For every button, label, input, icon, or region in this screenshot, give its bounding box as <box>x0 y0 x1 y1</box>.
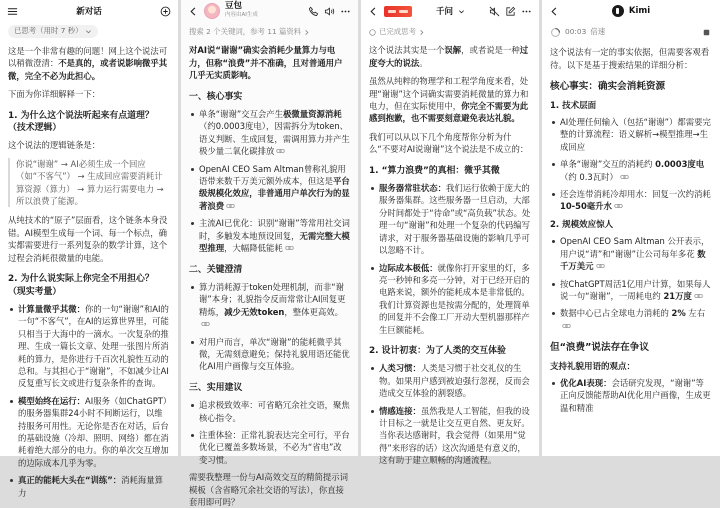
text-segment: 这个说法有一定的事实依据，但需要客观看待。以下是基于搜索结果的详细分析： <box>550 47 710 70</box>
bold-text: 误解 <box>444 45 462 56</box>
mute-icon[interactable] <box>489 6 500 17</box>
bullet-item <box>8 474 170 499</box>
text-segment: 对用户而言，单次“谢谢”的能耗微乎其微，无需刻意避免；保持礼貌用语还能优化AI用户画像与交互体验。 <box>199 336 350 372</box>
stop-icon[interactable] <box>701 27 712 38</box>
text-segment: （约0.0003度电），因需拆分为token、语义判断、生成回复，需调用算力并产生极少量二氧化碳排放 <box>199 121 350 157</box>
text-segment: 2. 设计初衷：为了人类的交互体验 <box>369 345 506 356</box>
citation-link-icon[interactable] <box>201 320 210 328</box>
more-icon[interactable] <box>340 6 351 17</box>
text-segment: 你的一句“谢谢”和AI的一句“不客气”，在AI的运算世界里，可能只相当于大海中的一滴水。一次复杂的推理、生成一篇长文章、处理一张图片所消耗的算力，是你进行千百次礼貌性互动的总和。与其担心于“谢谢”，不如减少让AI反复重写长文或进行复杂条件的查询。 <box>18 303 169 389</box>
bullet-item <box>369 362 531 399</box>
citation-link-icon[interactable] <box>694 292 703 300</box>
bold-text: 减少无效token <box>224 306 285 317</box>
section-heading <box>189 264 350 276</box>
app-logo <box>384 6 412 17</box>
paragraph <box>369 44 531 69</box>
paragraph <box>550 46 712 71</box>
bold-text: 0.0003度电 <box>655 159 705 170</box>
assistant-name-block <box>225 2 258 20</box>
playback-speed-button[interactable]: 倍速 <box>590 27 606 36</box>
text-segment: 但“浪费”说法存在争议 <box>550 342 649 354</box>
paragraph <box>8 45 170 82</box>
phone-icon[interactable] <box>308 6 319 17</box>
menu-icon[interactable] <box>7 6 18 17</box>
thinking-status-label: 已思考（用时 7 秒） <box>14 26 83 36</box>
text-segment: 三、实用建议 <box>189 382 243 393</box>
bold-text: 不是真的，或者说影响微乎其微，完全不必为此担心。 <box>8 58 168 81</box>
text-segment: OpenAI CEO Sam Altman 公开表示，用户说“请”和“谢谢”让公司每年多花 <box>560 236 710 259</box>
section-heading <box>8 110 170 135</box>
bold-text: 过度夸大的说法 <box>369 45 529 68</box>
bullet-item <box>550 116 712 153</box>
ai-generated-notice: 内容由AI生成 <box>225 12 258 18</box>
text-segment: OpenAI CEO Sam Altman曾称礼貌用语带来数千万美元额外成本，但这是 <box>199 163 346 187</box>
section-heading <box>369 345 531 357</box>
bullet-item <box>550 158 712 183</box>
chat-panel-doubao <box>181 0 358 507</box>
thinking-status[interactable] <box>369 26 531 38</box>
paragraph <box>189 471 350 508</box>
text-segment: 人类是习惯于社交礼仪的生物。如果用户感到被迫强行忽视，反而会造成交互体验的割裂感。 <box>379 363 530 399</box>
text-segment: 1. 技术层面 <box>550 100 597 111</box>
bold-text: 21万度 <box>663 290 692 301</box>
bullet-item <box>369 182 531 256</box>
message-content <box>542 22 720 414</box>
back-icon[interactable] <box>549 6 560 17</box>
subsection-heading <box>550 361 712 373</box>
bullet-item <box>189 163 350 213</box>
chat-panel-new-chat <box>0 0 178 498</box>
bullet-item <box>189 336 350 373</box>
text-segment: 。 <box>419 57 428 68</box>
bullet-item <box>189 399 350 424</box>
bold-text: 服务器常驻状态： <box>379 183 446 194</box>
text-segment: 从纯技术的“原子”层面看，这个链条本身没错。AI模型生成每一个词、每一个标点，确实都需要进行一系列复杂的数学计算，这个过程会消耗很微量的电能。 <box>8 215 168 263</box>
bold-text: 模型始终在运行： <box>18 395 85 406</box>
bullet-item <box>550 235 712 272</box>
chat-header <box>0 0 178 22</box>
bullet-item <box>189 281 350 331</box>
subsection-heading <box>550 219 712 231</box>
section-heading <box>550 81 712 93</box>
search-references[interactable] <box>189 26 350 38</box>
section-heading <box>550 342 712 354</box>
thinking-done-icon <box>369 29 376 36</box>
text-segment: ，大幅降低能耗 <box>224 243 283 254</box>
text-segment: 核心事实：确实会消耗资源 <box>550 81 666 93</box>
avatar[interactable] <box>204 3 220 19</box>
chat-panel-kimi <box>542 0 720 456</box>
chevron-right-icon <box>303 29 310 36</box>
section-heading <box>8 273 170 298</box>
citation-link-icon[interactable] <box>226 202 235 210</box>
paragraph <box>369 75 531 125</box>
assistant-name: 豆包 <box>225 1 243 11</box>
chat-panel-qianwen <box>361 0 539 466</box>
bullet-item <box>369 262 531 336</box>
chevron-down-icon <box>85 28 92 35</box>
bold-text: 优化AI表现： <box>560 377 612 388</box>
bullet-item <box>189 429 350 466</box>
bold-text: 10-50毫升水 <box>560 201 612 212</box>
paragraph <box>8 214 170 264</box>
text-segment: AI服务（如ChatGPT）的服务器集群24小时不间断运行，以维持服务可用性。无论你是否在对话，后台的基础设施（冷却、照明、网络）都在消耗着绝大部分的电力。你的单次交互增加的边际成本几乎为零。 <box>18 395 169 468</box>
thinking-status[interactable] <box>8 25 98 38</box>
text-segment: AI处理任何输入（包括“谢谢”）都需要完整的计算流程：语义解析→模型推理→生成回应 <box>560 117 711 152</box>
message-content <box>361 22 539 467</box>
text-segment: 单条“谢谢”交互的消耗约 <box>560 159 656 170</box>
text-segment: 按ChatGPT周活1亿用户计算，如果每人说一句“谢谢”，一周耗电约 <box>560 278 711 301</box>
text-segment: 主流AI已优化：识别“谢谢”等常用社交词时，多触发本地预设回复， <box>199 218 350 241</box>
text-segment: 这是一个非常有趣的问题！网上这个说法可以稍微澄清： <box>8 46 168 69</box>
quote-block <box>8 158 170 208</box>
text-segment: 会话研究发现，“谢谢”等正向反馈能帮助AI优化用户画像，生成更温和精准 <box>560 377 711 413</box>
search-references-label: 搜索 2 个关键词，参考 11 篇资料 <box>189 27 302 36</box>
back-icon[interactable] <box>368 6 379 17</box>
edit-icon[interactable] <box>505 6 516 17</box>
text-segment: 虽然从纯粹的物理学和工程学角度来看，处理“谢谢”这个词确实需要消耗微量的算力和电力，但在实际使用中， <box>369 76 529 112</box>
text-segment: 一、核心事实 <box>189 91 243 102</box>
citation-link-icon[interactable] <box>596 262 605 270</box>
bold-text: 计算量微乎其微： <box>18 303 85 314</box>
citation-link-icon[interactable] <box>276 147 285 155</box>
chat-header <box>542 0 720 22</box>
more-icon[interactable] <box>521 6 532 17</box>
bold-text: 你完全不需要为此感到抱歉，也不需要刻意避免表达礼貌。 <box>369 101 529 124</box>
text-segment: 数据中心已占全球电力消耗的 <box>560 308 672 319</box>
bold-text: 人类习惯： <box>379 363 421 374</box>
section-heading <box>189 382 350 394</box>
text-segment: 虽然我是人工智能，但我的设计目标之一就是让交互更自然、更友好。当你表达感谢时，我会觉得（如果用“觉得”来形容的话）这次沟通是有意义的，这有助于建立顺畅的沟通流程。 <box>379 405 530 466</box>
bullet-item <box>189 108 350 158</box>
text-segment: ，整体更高效。 <box>284 306 343 317</box>
bold-text: 极微量资源消耗 <box>283 109 342 120</box>
text-segment: 二、关键澄清 <box>189 264 243 275</box>
chat-title: 新对话 <box>76 7 102 17</box>
text-segment: 这个说法其实是一个 <box>369 45 445 56</box>
text-segment: 下面为你详细解释一下： <box>8 89 101 100</box>
loading-icon <box>550 27 561 38</box>
bullet-item <box>8 303 170 390</box>
text-segment: 你说“谢谢” → AI必须生成一个回应（如“不客气”） → 生成回应需要消耗计算资源（算力） → 算力运行需要电力 → 所以浪费了能源。 <box>16 158 164 207</box>
paragraph <box>189 44 350 81</box>
message-content <box>181 22 358 508</box>
text-segment: 消耗海量算力 <box>18 475 164 498</box>
thinking-status-label: 已完成思考 <box>379 27 416 36</box>
bullet-item <box>189 217 350 254</box>
text-segment: 算力消耗源于token处理机制，而非“谢谢”本身；礼貌指令反而常常让AI回复更精炼， <box>199 281 346 317</box>
citation-link-icon[interactable] <box>562 322 571 330</box>
citation-link-icon[interactable] <box>614 202 623 210</box>
citation-link-icon[interactable] <box>285 244 294 252</box>
chevron-down-icon <box>458 8 465 15</box>
chat-header <box>181 0 358 22</box>
bullet-item <box>550 307 712 332</box>
bullet-item <box>550 278 712 303</box>
text-segment: 我们运行依赖于庞大的服务器集群。这些服务器一旦启动，大部分时间都处于“待命”或“高负载”状态。处理一句“谢谢”和处理一个复杂的代码编写请求，对于服务器基础设施的影响几乎可以忽略不计。 <box>379 183 531 256</box>
assistant-name: Kimi <box>628 6 651 16</box>
bullet-item <box>550 377 712 414</box>
bullet-item <box>550 188 712 213</box>
chevron-right-icon <box>418 29 425 36</box>
bold-text: 数千万美元 <box>560 248 706 272</box>
text-segment: 注重体验：正常礼貌表达完全可行，平台优化已覆盖多数场景，不必为“省电”改变习惯。 <box>199 429 350 465</box>
text-segment: 就像你打开家里的灯，多亮一秒钟和多亮一分钟，对于已经开启的电路来说，额外的能耗成本是非常低的。我们计算资源也是按需分配的，处理简单的回复并不会像工厂开动大型机器那样产生巨额能耗。 <box>379 262 530 335</box>
bold-text: 真正的能耗大头在“训练”： <box>18 475 122 486</box>
text-segment: 我们可以从以下几个角度帮你分析为什么“不要对AI说谢谢”这个说法是不成立的： <box>369 131 529 155</box>
section-heading <box>189 91 350 103</box>
bold-text: 平台级规模化效应，非普通用户单次行为的显著浪费 <box>199 176 350 211</box>
audio-playback-bar <box>550 26 712 38</box>
message-content <box>0 22 178 499</box>
text-segment: 这个说法的逻辑链条是： <box>8 140 101 151</box>
text-segment: （约 0.3瓦时） <box>560 171 618 182</box>
text-segment: 单条“谢谢”交互会产生 <box>199 109 284 120</box>
new-chat-icon[interactable] <box>160 6 171 17</box>
paragraph <box>8 139 170 151</box>
text-segment: 还会连带消耗冷却用水：回复一次约消耗 <box>560 189 711 200</box>
bold-text: 情感连接： <box>379 405 421 416</box>
text-segment: 左右 <box>685 308 706 319</box>
back-icon[interactable] <box>188 6 199 17</box>
paragraph <box>369 131 531 156</box>
section-heading <box>369 165 531 177</box>
text-segment: 2. 规模效应惊人 <box>550 219 614 230</box>
subsection-heading <box>550 100 712 112</box>
text-segment: 1. 为什么这个说法听起来有点道理？（技术逻辑） <box>8 110 154 134</box>
bold-text: 无需完整大模型推理 <box>199 230 350 254</box>
speaker-icon[interactable] <box>324 6 335 17</box>
text-segment: 追求极致效率：可省略冗余社交语，聚焦核心指令。 <box>199 400 350 423</box>
bold-text: 对AI说“谢谢”确实会消耗少量算力与电力，但称“浪费”并不准确，且对普通用户几乎无实质影响。 <box>189 45 343 81</box>
text-segment: 需要我整理一份与AI高效交互的精简提示词模板（含省略冗余社交语的写法），你直接套用即可吗？ <box>189 472 348 507</box>
chat-header <box>361 0 539 22</box>
model-name: 千问 <box>436 7 454 17</box>
citation-link-icon[interactable] <box>620 173 629 181</box>
kimi-logo <box>612 5 624 17</box>
text-segment: 支持礼貌用语的观点： <box>550 361 636 372</box>
text-segment: 2. 为什么说实际上你完全不用担心？（现实考量） <box>8 274 154 297</box>
bullet-item <box>369 405 531 467</box>
paragraph <box>8 88 170 100</box>
audio-time: 00:03 <box>565 27 587 36</box>
text-segment: 1. “算力浪费”的真相：微乎其微 <box>369 165 500 176</box>
bold-text: 边际成本极低： <box>379 262 438 273</box>
text-segment: ，或者说是一种 <box>461 45 520 56</box>
model-selector[interactable] <box>417 5 484 17</box>
bullet-item <box>8 395 170 469</box>
bold-text: 2% <box>671 308 686 319</box>
